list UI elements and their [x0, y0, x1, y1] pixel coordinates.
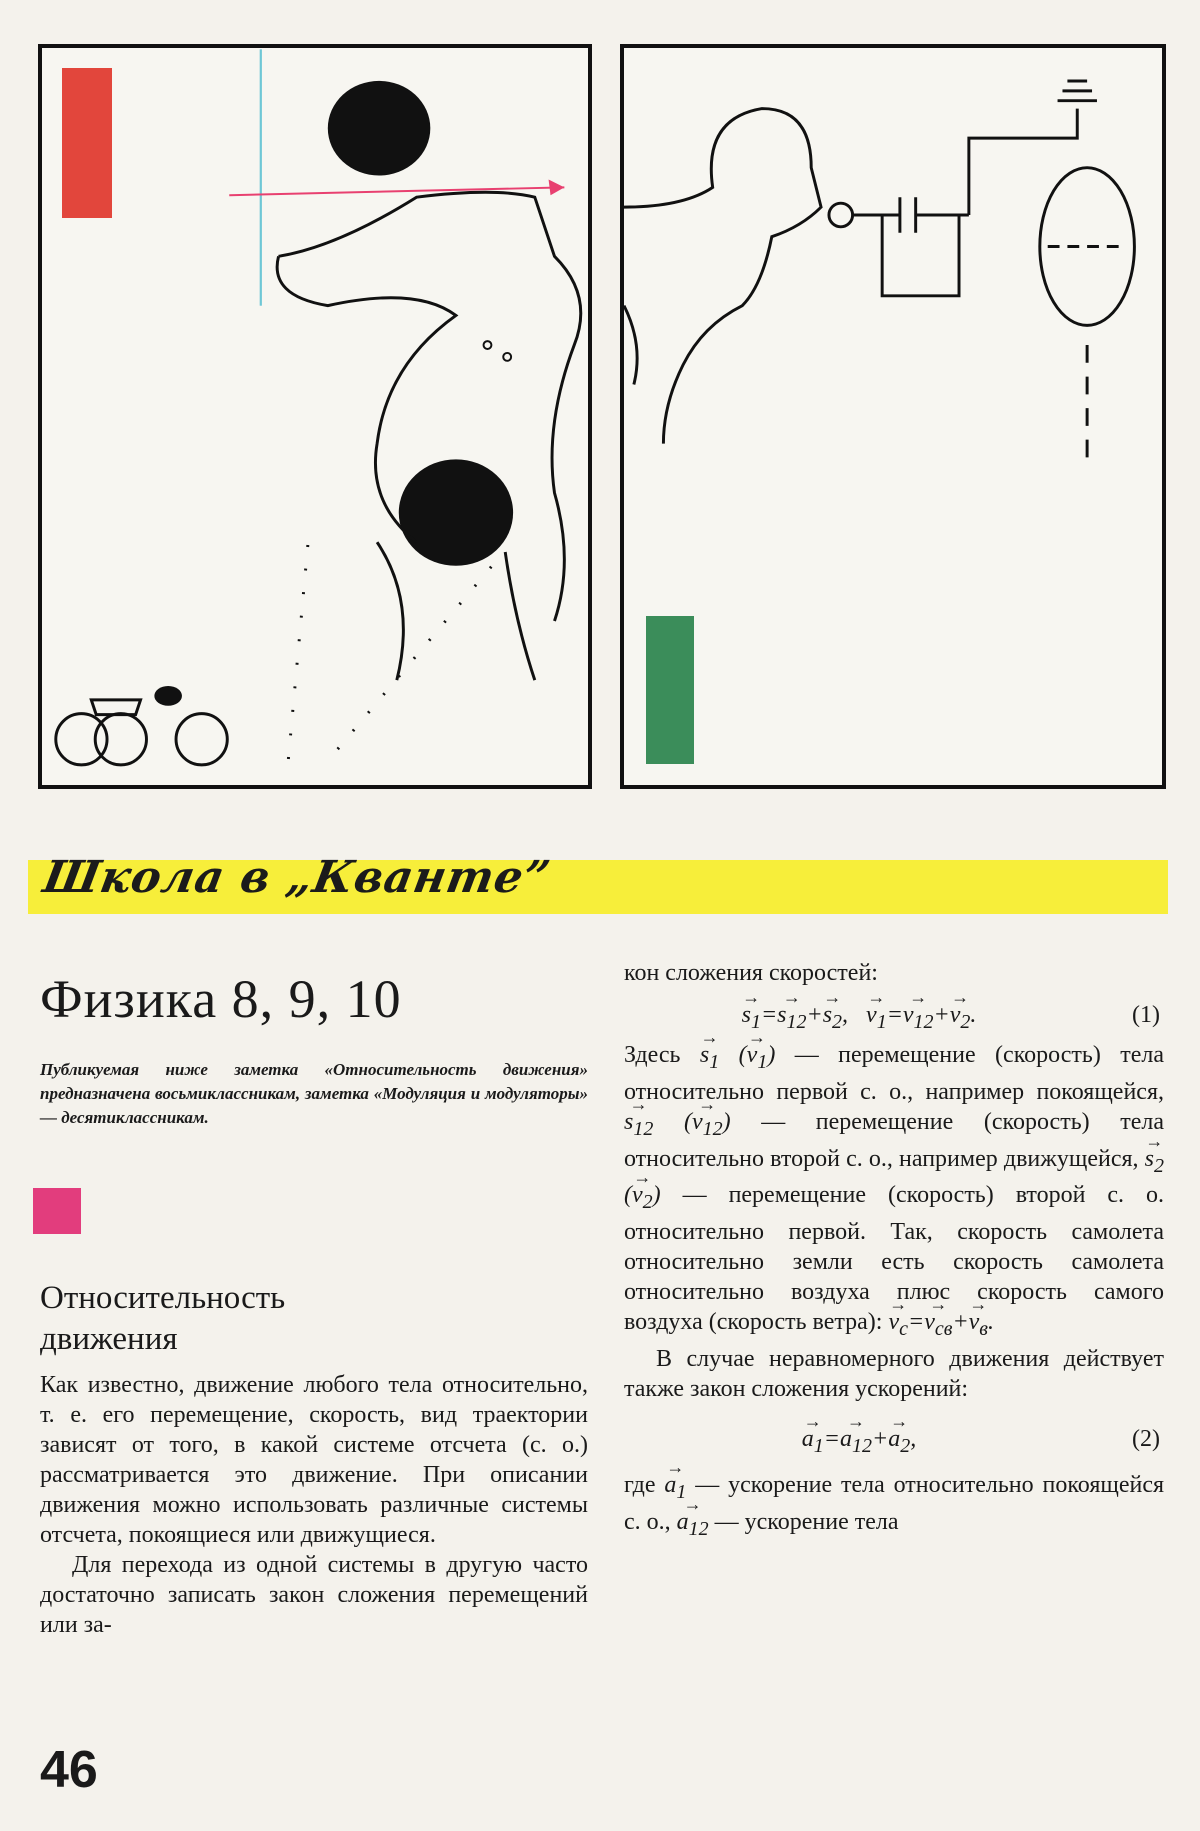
cartoon-juggler — [42, 48, 588, 785]
paragraph-continued: кон сложения скоростей: — [624, 960, 878, 986]
p3-part-b: — перемещение (скорость) тела относительно первой с. о., например покоящейся, — [624, 1042, 1164, 1105]
intro-note: Публикуемая ниже заметка «Относительность движения» предназначена восьмиклассникам, заметка «Модуляция и модуляторы» — десятиклассникам. — [40, 1060, 588, 1127]
p3-part-d: — перемещение (скорость) второй с. о. относительно первой. Так, скорость самолета относительно земли есть скорость самолета относительно воздуха плюс скорость самого воздуха (скорость ветра): — [624, 1182, 1164, 1336]
paragraph-3: Здесь → $s_1$ (→ $v_1$) — перемещение (скорость) тела относительно первой с. о., например покоящейся, → $s_{12}$ (→ $v_{12}$) — перемещение (скорость) тела относительно второй с. о., например движущейся, → $s_2$ (→ $v_2$) — перемещение (скорость) второй с. о. относительно первой. Так, скорость самолета относительно земли есть скорость самолета относительно воздуха плюс скорость самого воздуха (скорость ветра): → $v_с=\to v_{св}+\to v_в$. — [624, 1040, 1164, 1344]
formula-2-number: (2) — [1132, 1425, 1160, 1452]
formula-2: → $a_1=\to a_{12}+\to a_2$, (2) — [624, 1416, 1164, 1460]
paragraph-5: где → $a_1$ — ускорение тела относительно покоящейся с. о., → $a_{12}$ — ускорение тела — [624, 1470, 1164, 1544]
left-column — [40, 1370, 588, 1640]
page-number: 46 — [40, 1741, 98, 1799]
p5-lead: где — [624, 1471, 656, 1498]
paragraph-1: Как известно, движение любого тела относительно, т. е. его перемещение, скорость, вид траектории зависят от того, в какой системе отсчета (с. о.) рассматривается это движение. При описании движения можно использовать различные системы отсчета, покоящиеся или движущиеся. — [40, 1372, 588, 1548]
article-title-line2: движения — [40, 1321, 178, 1357]
illustration-left — [38, 44, 592, 789]
paragraph-2: Для перехода из одной системы в другую часто достаточно записать закон сложения перемещений или за- — [40, 1552, 588, 1638]
p5-part-b: — ускорение тела относительно покоящейся с. о., — [624, 1471, 1165, 1535]
right-column — [624, 958, 1164, 1544]
article-title-line1: Относительность — [40, 1280, 286, 1316]
p3-lead: Здесь — [624, 1042, 681, 1068]
formula-1: → $s_1=\to s_{12}+\to s_2$, → $v_1=\to v_{12}+\to v_2$. (1) — [624, 992, 1164, 1036]
school-banner-title: Школа в „Кванте” — [39, 852, 555, 903]
p5-part-c: — ускорение тела — [714, 1508, 899, 1535]
illustration-right — [620, 44, 1166, 789]
formula-1-number: (1) — [1132, 1002, 1160, 1028]
section-title: Физика 8, 9, 10 — [40, 969, 402, 1029]
p3-part-c: — перемещение (скорость) тела относительно второй с. о., например движущейся, — [624, 1108, 1164, 1172]
pink-marker-square — [33, 1188, 81, 1234]
article-title — [40, 1278, 285, 1360]
cartoon-radio-circuit — [624, 48, 1162, 785]
paragraph-4: В случае неравномерного движения действует также закон сложения ускорений: — [624, 1345, 1164, 1402]
